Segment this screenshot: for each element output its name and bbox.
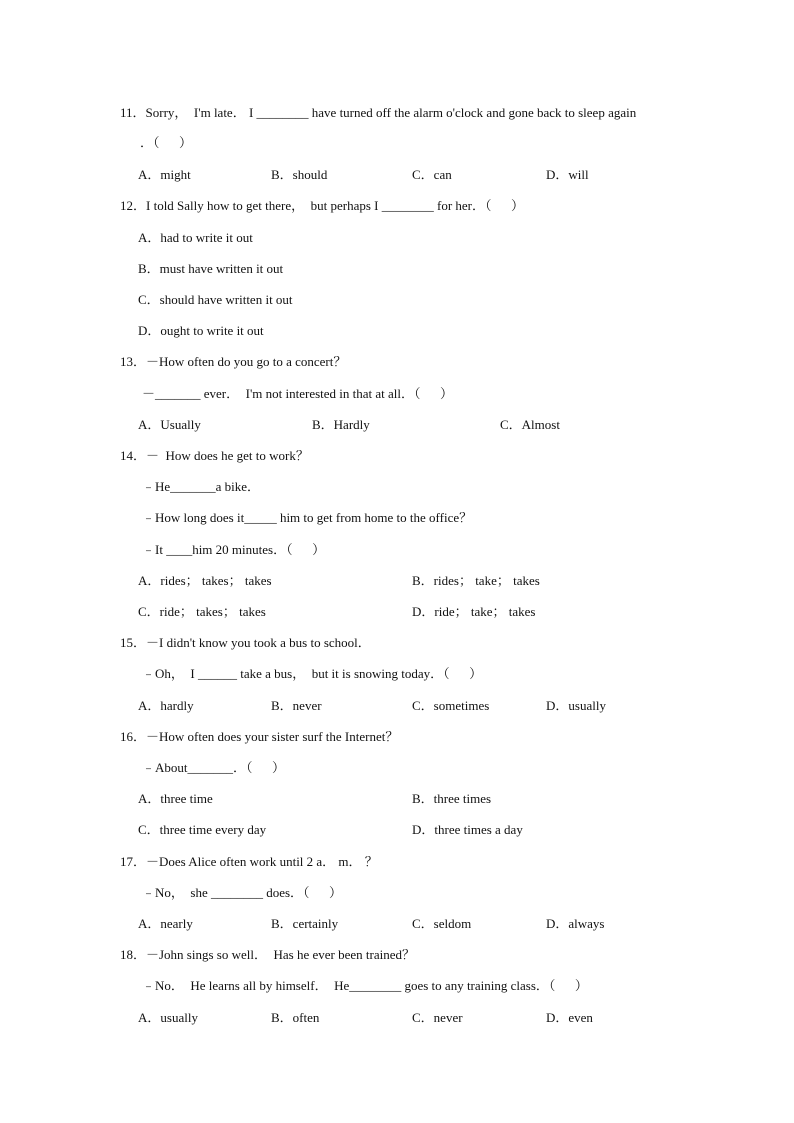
- dialogue-line: ﹣He_______a bike．: [142, 479, 261, 494]
- question-stem: 12．I told Sally how to get there， but perhaps I ________ for her．（ ）: [120, 198, 525, 213]
- dialogue-line: ﹣No， she ________ does．（ ）: [142, 885, 343, 900]
- question-stem: 14．－ How does he get to work？: [120, 448, 309, 463]
- option-b: B．often: [271, 1010, 320, 1025]
- option-a: A．rides； takes； takes: [138, 573, 272, 588]
- option-c: C．never: [412, 1010, 463, 1025]
- option-d: D．usually: [546, 698, 606, 713]
- question-stem-continued: ．（ ）: [140, 135, 193, 150]
- question-stem: 15．－I didn't know you took a bus to school．: [120, 635, 371, 650]
- option-d: D．even: [546, 1010, 593, 1025]
- option-a: A．hardly: [138, 698, 194, 713]
- option-b: B．never: [271, 698, 322, 713]
- question-stem: 11．Sorry， I'm late． I ________ have turned off the alarm o'clock and gone back to sleep again: [120, 105, 637, 120]
- option-d: D．always: [546, 916, 605, 931]
- question-stem: 18．－John sings so well． Has he ever been trained？: [120, 947, 415, 962]
- option-d: D．ride； take； takes: [412, 604, 536, 619]
- dialogue-line: ﹣How long does it_____ him to get from home to the office？: [142, 510, 473, 525]
- dialogue-line: ﹣About_______．（ ）: [142, 760, 286, 775]
- option-a: A．usually: [138, 1010, 198, 1025]
- option-c: C．Almost: [500, 417, 560, 432]
- option-b: B．rides； take； takes: [412, 573, 540, 588]
- dialogue-line: ﹣Oh， I ______ take a bus， but it is snowing today．（ ）: [142, 666, 483, 681]
- dialogue-line: ﹣It ____him 20 minutes．（ ）: [142, 542, 326, 557]
- dialogue-line: －_______ ever． I'm not interested in that at all．（ ）: [142, 386, 454, 401]
- option-a: A．nearly: [138, 916, 193, 931]
- option-b: B．certainly: [271, 916, 339, 931]
- question-stem: 17．－Does Alice often work until 2 a． m． ？: [120, 854, 378, 869]
- option-a: A．Usually: [138, 417, 201, 432]
- option-b: B．should: [271, 167, 328, 182]
- option-b: B．must have written it out: [138, 261, 284, 276]
- option-b: B．three times: [412, 791, 492, 806]
- option-c: C．seldom: [412, 916, 472, 931]
- option-d: D．ought to write it out: [138, 323, 264, 338]
- option-c: C．should have written it out: [138, 292, 293, 307]
- option-a: A．might: [138, 167, 191, 182]
- option-b: B．Hardly: [312, 417, 370, 432]
- option-a: A．had to write it out: [138, 230, 253, 245]
- question-stem: 13．－How often do you go to a concert？: [120, 354, 347, 369]
- option-d: D．three times a day: [412, 822, 523, 837]
- option-c: C．can: [412, 167, 452, 182]
- option-c: C．sometimes: [412, 698, 490, 713]
- question-stem: 16．－How often does your sister surf the Internet？: [120, 729, 399, 744]
- dialogue-line: ﹣No． He learns all by himself． He________ goes to any training class．（ ）: [142, 978, 588, 993]
- option-c: C．three time every day: [138, 822, 267, 837]
- option-d: D．will: [546, 167, 589, 182]
- option-a: A．three time: [138, 791, 213, 806]
- option-c: C．ride； takes； takes: [138, 604, 266, 619]
